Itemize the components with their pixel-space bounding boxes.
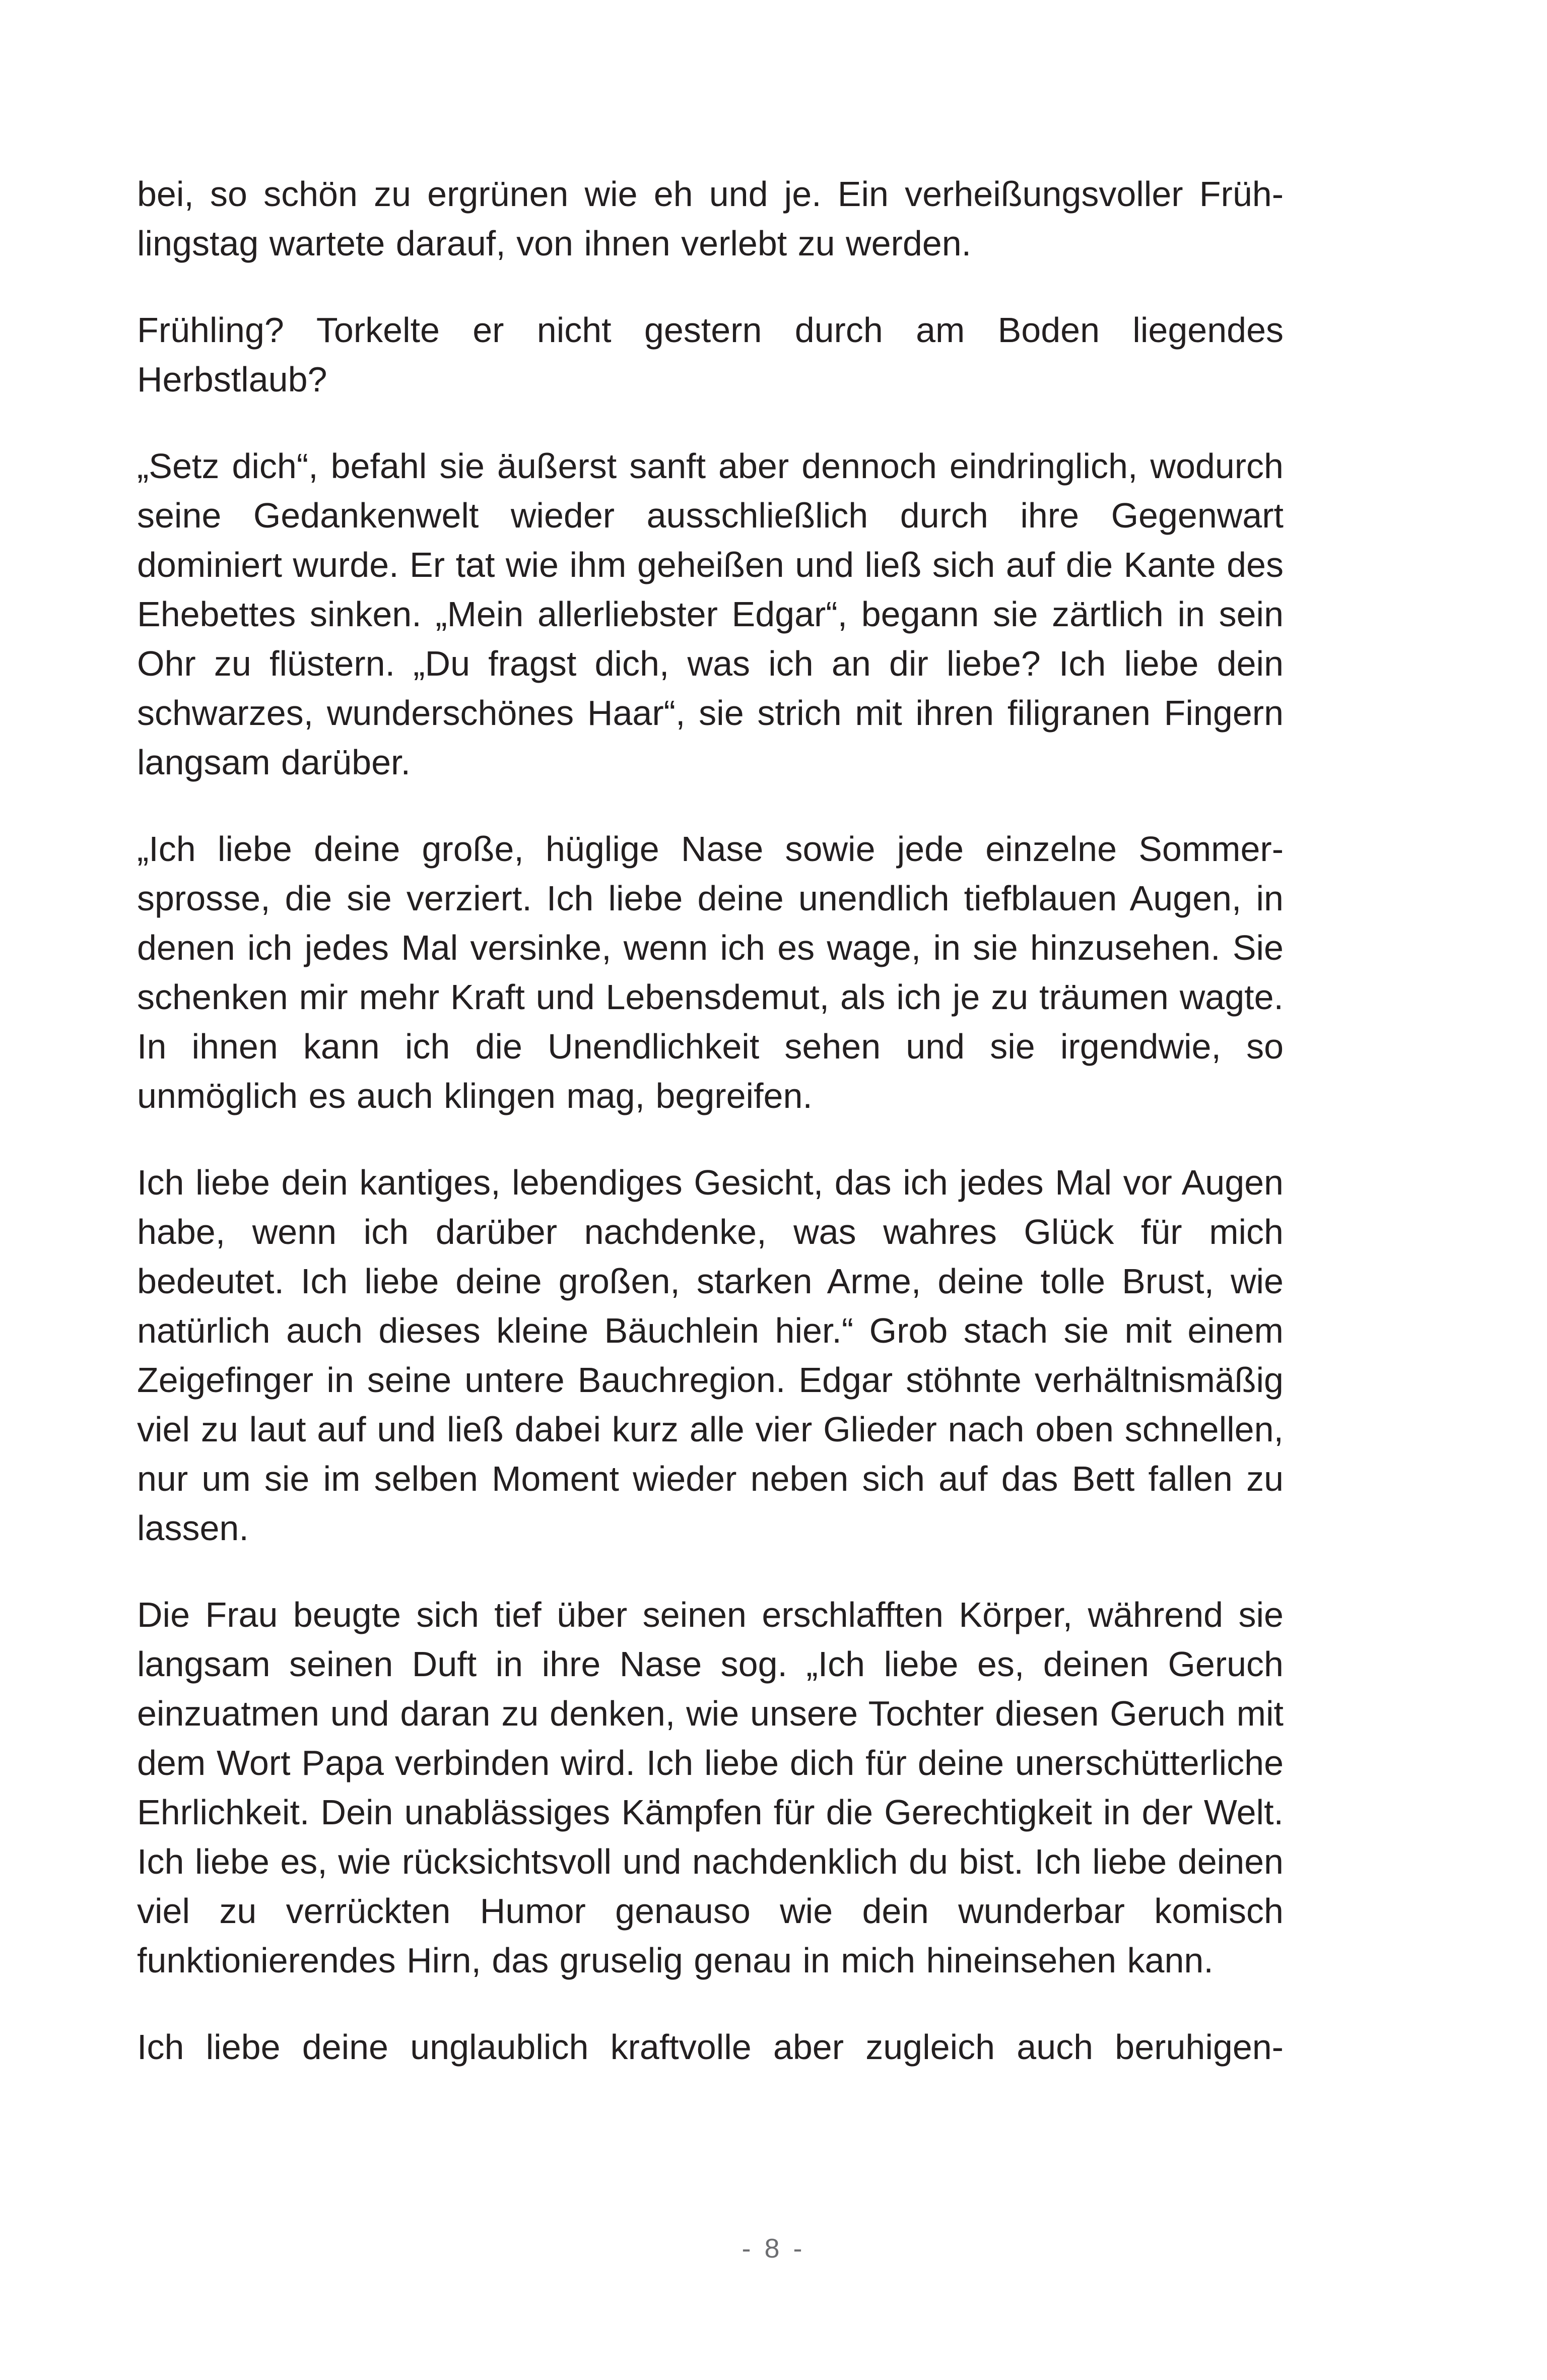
paragraph-continued: Ich liebe deine unglaublich kraftvolle aber zugleich auch beruhigen- [137,2027,1284,2067]
paragraph: bei, so schön zu ergrünen wie eh und je. Ein verheißungsvoller Frühlingstag wartete darauf, von ihnen verlebt zu werden. [137,174,1284,263]
paragraph: Frühling? Torkelte er nicht gestern durch am Boden liegendes Herbstlaub? [137,310,1284,399]
paragraph: „Ich liebe deine große, hüglige Nase sowie jede einzelne Sommersprosse, die sie verziert. Ich liebe deine unendlich tiefblauen Augen, in denen ich jedes Mal versinke, wenn ich es wage, in sie hinzusehen. Sie schenken mir mehr Kraft und Lebensdemut, als ich je zu träumen wagte. In ihnen kann ich die Unendlichkeit sehen und sie irgendwie, so unmöglich es auch klingen mag, begreifen. [137,829,1284,1115]
page-number: - 8 - [742,2233,805,2264]
body-text [137,169,1284,2072]
paragraph: Ich liebe dein kantiges, lebendiges Gesicht, das ich jedes Mal vor Augen habe, wenn ich darüber nachdenke, was wahres Glück für mich bedeutet. Ich liebe deine großen, starken Arme, deine tolle Brust, wie natürlich auch dieses kleine Bäuchlein hier.“ Grob stach sie mit einem Zeigefinger in seine untere Bauchregion. Edgar stöhnte verhältnismäßig viel zu laut auf und ließ dabei kurz alle vier Glieder nach oben schnellen, nur um sie im selben Moment wieder neben sich auf das Bett fallen zu lassen. [137,1163,1284,1548]
paragraph: „Setz dich“, befahl sie äußerst sanft aber dennoch eindringlich, wodurch seine Gedankenwelt wieder ausschließlich durch ihre Gegenwart dominiert wurde. Er tat wie ihm geheißen und ließ sich auf die Kante des Ehebettes sinken. „Mein allerliebster Edgar“, begann sie zärtlich in sein Ohr zu flüstern. „Du fragst dich, was ich an dir liebe? Ich liebe dein schwarzes, wunderschönes Haar“, sie strich mit ihren filigranen Fingern langsam darüber. [137,446,1284,782]
paragraph: Die Frau beugte sich tief über seinen erschlafften Körper, während sie langsam seinen Duft in ihre Nase sog. „Ich liebe es, deinen Geruch einzuatmen und daran zu denken, wie unsere Tochter diesen Geruch mit dem Wort Papa verbinden wird. Ich liebe dich für deine unerschütterliche Ehrlichkeit. Dein unablässiges Kämpfen für die Gerechtigkeit in der Welt. Ich liebe es, wie rücksichtsvoll und nachdenklich du bist. Ich liebe deinen viel zu verrückten Humor genauso wie dein wunderbar komisch funktionierendes Hirn, das gruselig genau in mich hineinsehen kann. [137,1595,1284,1980]
